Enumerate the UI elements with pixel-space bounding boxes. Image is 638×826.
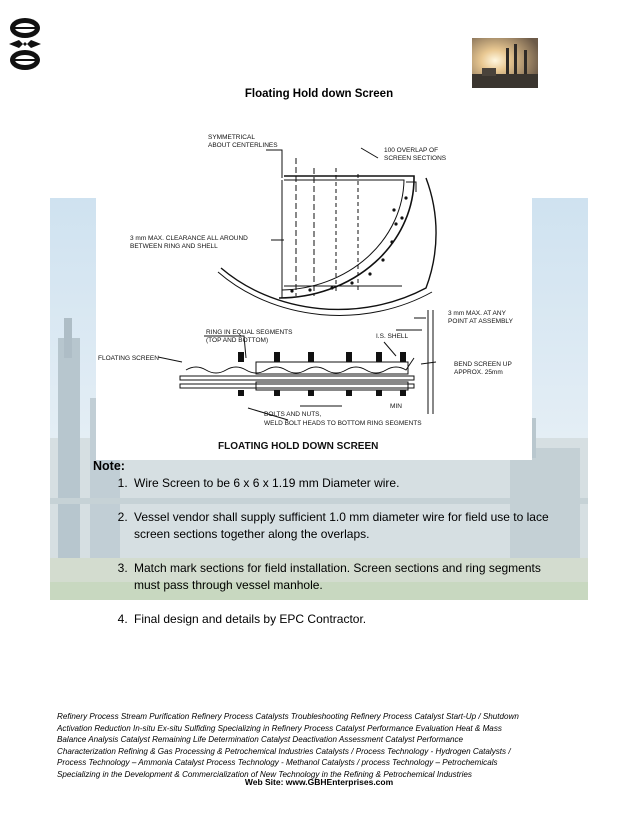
diagram-caption: FLOATING HOLD DOWN SCREEN <box>218 441 379 452</box>
footer-line: Process Technology – Ammonia Catalyst Process Technology - Methanol Catalysts / process Technology – Petrochemicals <box>57 758 498 768</box>
label-bend-1: BEND SCREEN UP <box>454 361 512 368</box>
note-item: 4. Final design and details by EPC Contractor. <box>131 611 563 628</box>
note-item: 1. Wire Screen to be 6 x 6 x 1.19 mm Diameter wire. <box>131 475 563 492</box>
label-ring-2: (TOP AND BOTTOM) <box>206 337 269 344</box>
note-item: 2. Vessel vendor shall supply sufficient 1.0 mm diameter wire for field use to lace screen sections together along the overlaps. <box>131 509 563 543</box>
floating-hold-down-screen-diagram <box>96 118 532 460</box>
footer-line: Characterization Refining & Gas Processing & Petrochemical Industries Catalysts / Process Technology - Hydrogen Catalysts / <box>57 746 511 756</box>
label-about-centerlines: ABOUT CENTERLINES <box>208 142 278 149</box>
notes-list <box>93 475 563 628</box>
website-link[interactable]: Web Site: www.GBHEnterprises.com <box>244 777 394 787</box>
label-bolts-2: WELD BOLT HEADS TO BOTTOM RING SEGMENTS <box>264 420 422 427</box>
footer-line: Activation Reduction In-situ Ex-situ Sulfiding Specializing in Refinery Process Catalyst Performance Evaluation Heat & Mass <box>57 723 502 733</box>
label-max-any-1: 3 mm MAX. AT ANY <box>448 310 506 317</box>
label-bolts-1: BOLTS AND NUTS, <box>264 411 322 418</box>
footer-line: Balance Analysis Catalyst Remaining Life Determination Catalyst Deactivation Assessment Catalyst Performance <box>57 735 464 745</box>
label-clearance-1: 3 mm MAX. CLEARANCE ALL AROUND <box>130 235 248 242</box>
label-bend-2: APPROX. 25mm <box>454 369 503 376</box>
page-title: Floating Hold down Screen <box>244 88 394 100</box>
label-min: MIN <box>390 403 402 410</box>
label-is-shell: I.S. SHELL <box>376 333 409 340</box>
label-overlap-1: 100 OVERLAP OF <box>384 147 439 154</box>
label-max-any-2: POINT AT ASSEMBLY <box>448 318 513 325</box>
footer-line: Specializing in the Development & Commercialization of New Technology in the Refining & Petrochemical Industries <box>57 769 472 779</box>
label-floating-screen: FLOATING SCREEN <box>98 355 159 362</box>
company-logo <box>5 14 45 72</box>
notes-section <box>93 459 563 645</box>
note-item: 3. Match mark sections for field installation. Screen sections and ring segments must pass through vessel manhole. <box>131 560 563 594</box>
refinery-thumbnail-photo <box>472 38 538 88</box>
label-clearance-2: BETWEEN RING AND SHELL <box>130 243 218 250</box>
label-ring-1: RING IN EQUAL SEGMENTS <box>206 329 293 336</box>
footer-keywords <box>57 711 557 781</box>
footer-line: Refinery Process Stream Purification Refinery Process Catalysts Troubleshooting Refinery Process Catalyst Start-Up / Shutdown <box>57 712 519 721</box>
label-symmetrical: SYMMETRICAL <box>208 134 255 141</box>
label-overlap-2: SCREEN SECTIONS <box>384 155 447 162</box>
note-label: Note: <box>93 459 125 473</box>
